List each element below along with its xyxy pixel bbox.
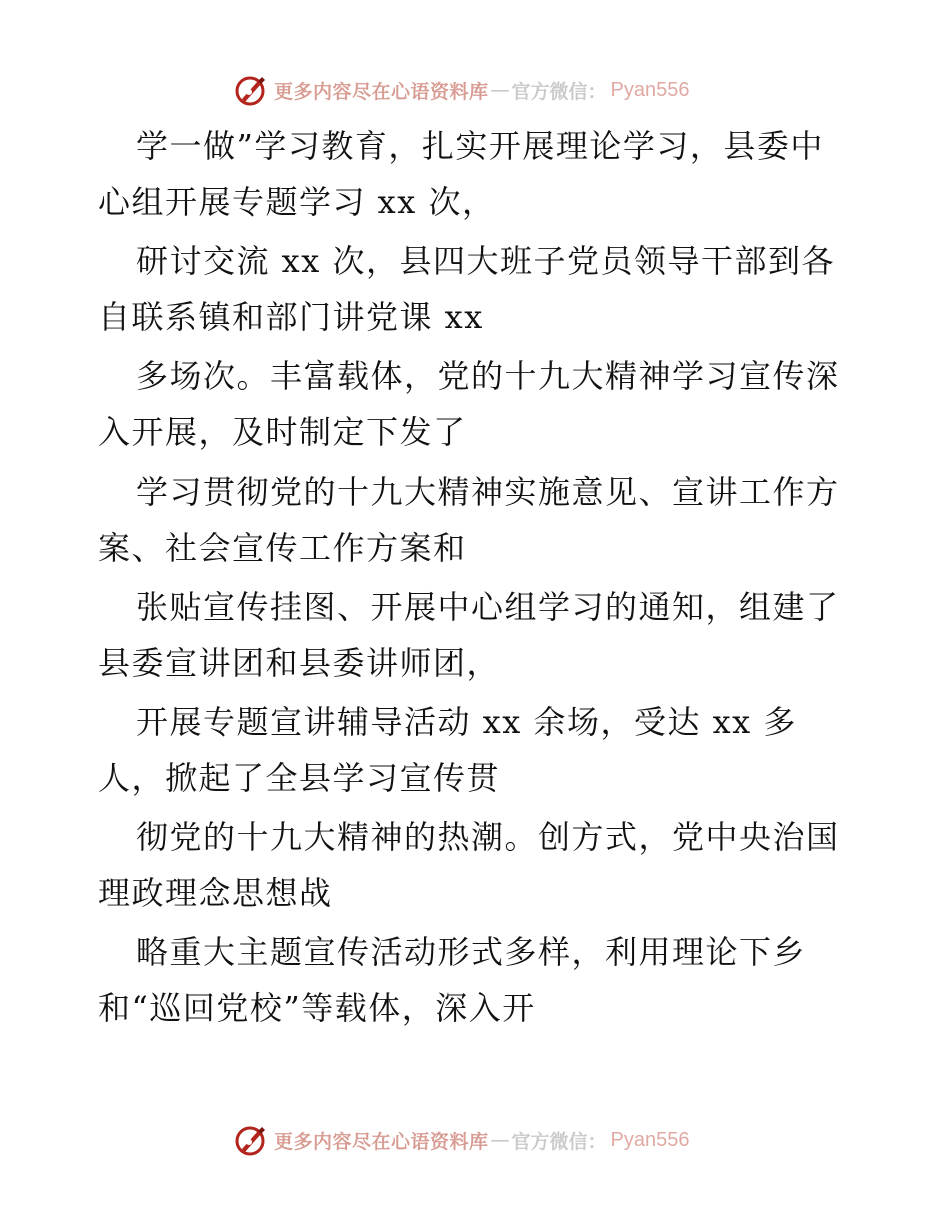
body-line-10: 县委宣讲团和县委讲师团， <box>98 644 501 682</box>
body-line-5: 多场次。丰富载体，党的十九大精神学习宣传深 <box>136 357 840 395</box>
body-line-13: 彻党的十九大精神的热潮。创方式，党中央治国 <box>136 818 840 856</box>
body-line-11: 开展专题宣讲辅导活动 xx 余场，受达 xx 多 <box>136 703 797 741</box>
footer-separator: — <box>490 1129 510 1151</box>
footer-banner <box>0 1120 950 1160</box>
body-line-16: 和“巡回党校”等载体，深入开 <box>98 989 536 1027</box>
body-line-1: 学一做”学习教育，扎实开展理论学习，县委中 <box>136 127 824 165</box>
body-line-15: 略重大主题宣传活动形式多样，利用理论下乡 <box>136 933 807 971</box>
header-banner <box>0 70 950 110</box>
footer-banner-content <box>232 1120 690 1160</box>
header-wechat-label: 官方微信： <box>511 80 607 103</box>
body-line-14: 理政理念思想战 <box>98 874 333 912</box>
header-separator: — <box>490 79 510 101</box>
body-line-7: 学习贯彻党的十九大精神实施意见、宣讲工作方 <box>136 473 840 511</box>
body-line-6: 入开展，及时制定下发了 <box>98 413 467 451</box>
footer-wechat-id: Pyan556 <box>610 1128 690 1151</box>
pen-logo-icon <box>232 72 268 108</box>
pen-logo-icon <box>232 1122 268 1158</box>
footer-site-text: 更多内容尽在心语资料库 <box>274 1130 489 1153</box>
body-line-8: 案、社会宣传工作方案和 <box>98 529 467 567</box>
body-line-12: 人，掀起了全县学习宣传贯 <box>98 759 501 797</box>
header-site-text: 更多内容尽在心语资料库 <box>274 80 489 103</box>
body-line-2: 心组开展专题学习 xx 次， <box>98 183 496 221</box>
body-line-4: 自联系镇和部门讲党课 xx <box>98 298 484 336</box>
body-line-3: 研讨交流 xx 次，县四大班子党员领导干部到各 <box>136 242 835 280</box>
body-line-9: 张贴宣传挂图、开展中心组学习的通知，组建了 <box>136 588 840 626</box>
footer-wechat-label: 官方微信： <box>511 1130 607 1153</box>
header-wechat-id: Pyan556 <box>610 78 690 101</box>
header-banner-content <box>232 70 690 110</box>
